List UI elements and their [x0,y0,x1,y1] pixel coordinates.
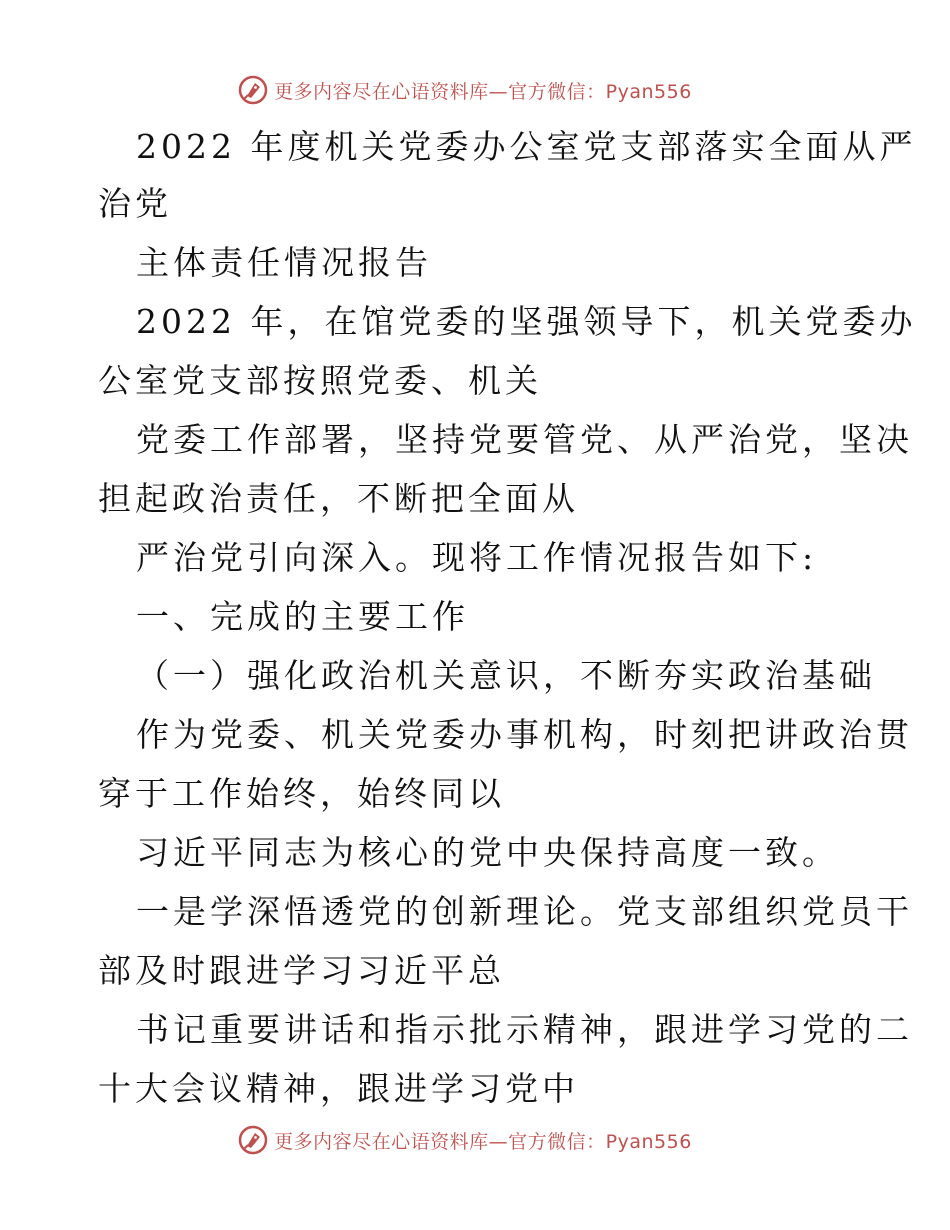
paragraph-line: 担起政治责任，不断把全面从 [98,479,579,518]
paragraph-line: 部及时跟进学习习近平总 [98,951,505,990]
paragraph-line: 党委工作部署，坚持党要管党、从严治党，坚决 [136,420,913,459]
paragraph-line: 十大会议精神，跟进学习党中 [98,1069,579,1108]
paragraph-line: 一是学深悟透党的创新理论。党支部组织党员干 [136,892,913,931]
subtitle-line: 主体责任情况报告 [136,243,432,282]
title-line-1: 2022 年度机关党委办公室党支部落实全面从严 [136,127,917,166]
watermark-text: 更多内容尽在心语资料库—官方微信：Pyan556 [274,80,692,103]
paragraph-line: 2022 年，在馆党委的坚强领导下，机关党委办 [136,302,917,341]
paragraph-line: 作为党委、机关党委办事机构，时刻把讲政治贯 [136,715,913,754]
header-watermark [0,70,950,110]
paragraph-line: 书记重要讲话和指示批示精神，跟进学习党的二 [136,1010,913,1049]
paragraph-line: 严治党引向深入。现将工作情况报告如下: [136,538,818,577]
footer-watermark [0,1120,950,1160]
watermark-text: 更多内容尽在心语资料库—官方微信：Pyan556 [274,1130,692,1153]
subsection-heading: （一）强化政治机关意识，不断夯实政治基础 [136,656,876,695]
section-heading: 一、完成的主要工作 [136,597,469,636]
paragraph-line: 公室党支部按照党委、机关 [98,361,542,400]
title-line-2: 治党 [98,184,172,223]
paragraph-line: 穿于工作始终，始终同以 [98,774,505,813]
pen-nib-logo-icon [238,1125,268,1155]
paragraph-line: 习近平同志为核心的党中央保持高度一致。 [136,833,839,872]
pen-nib-logo-icon [238,75,268,105]
